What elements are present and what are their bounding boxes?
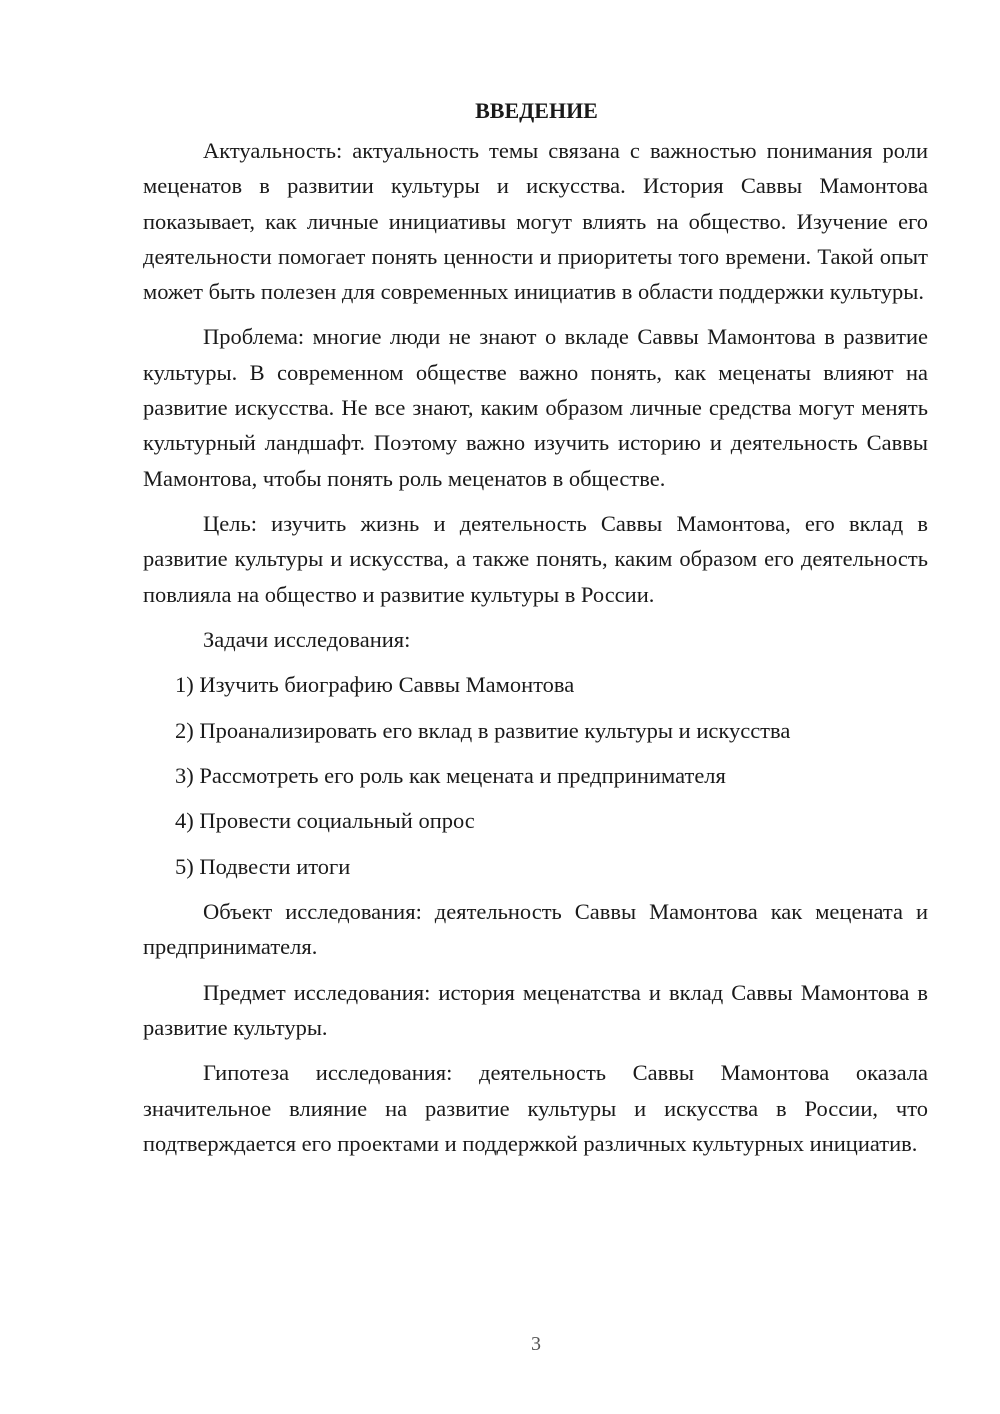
paragraph-problem: Проблема: многие люди не знают о вкладе Саввы Мамонтова в развитие культуры. В современном обществе важно понять, как меценаты влияют на развитие искусства. Не все знают, каким образом личные средства могут менять культурный ландшафт. Поэтому важно изучить историю и деятельность Саввы Мамонтова, чтобы понять роль меценатов в обществе. — [143, 324, 928, 491]
paragraph-hypothesis: Гипотеза исследования: деятельность Саввы Мамонтова оказала значительное влияние на развитие культуры и искусства в России, что подтверждается его проектами и поддержкой различных культурных инициатив. — [143, 1060, 928, 1156]
page-title: ВВЕДЕНИЕ — [475, 98, 598, 123]
paragraph-goal: Цель: изучить жизнь и деятельность Саввы Мамонтова, его вклад в развитие культуры и искусства, а также понять, каким образом его деятельность повлияла на общество и развитие культуры в России. — [143, 510, 928, 607]
page-content — [143, 94, 928, 1171]
list-item: 4) Провести социальный опрос — [175, 808, 475, 834]
list-item: 2) Проанализировать его вклад в развитие культуры и искусства — [175, 717, 791, 743]
list-item: 5) Подвести итоги — [175, 853, 351, 879]
list-item: 1) Изучить биографию Саввы Мамонтова — [175, 672, 575, 698]
page-number: 3 — [531, 1333, 541, 1355]
list-item: 3) Рассмотреть его роль как мецената и предпринимателя — [175, 762, 726, 788]
paragraph-relevance: Актуальность: актуальность темы связана с важностью понимания роли меценатов в развитии культуры и искусства. История Саввы Мамонтова показывает, как личные инициативы могут влиять на общество. Изучение его деятельности помогает понять ценности и приоритеты того времени. Такой опыт может быть полезен для современных инициатив в области поддержки культуры. — [143, 138, 928, 305]
paragraph-object: Объект исследования: деятельность Саввы Мамонтова как мецената и предпринимателя. — [143, 899, 928, 960]
tasks-heading: Задачи исследования: — [203, 626, 411, 652]
task-list — [143, 667, 928, 884]
paragraph-subject: Предмет исследования: история меценатства и вклад Саввы Мамонтова в развитие культуры. — [143, 979, 928, 1040]
